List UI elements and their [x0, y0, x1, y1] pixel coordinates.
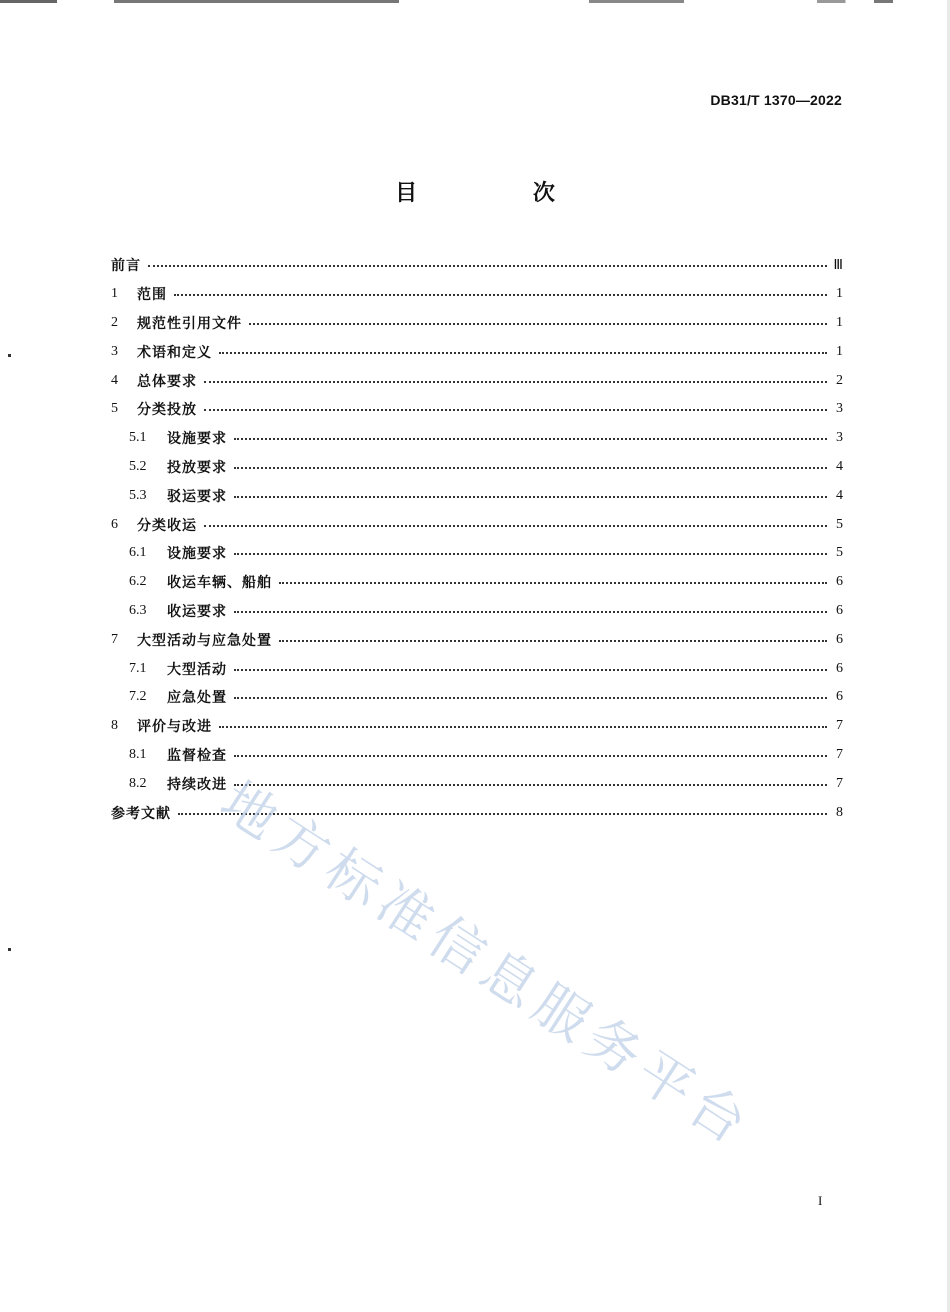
toc-number: 5.2 — [129, 458, 147, 474]
toc-page: 4 — [836, 458, 843, 474]
scan-top-edge — [0, 0, 950, 3]
toc-item-facility-requirements-5-1[interactable] — [111, 424, 843, 453]
toc-page: 7 — [836, 718, 843, 734]
toc-item-events-emergency[interactable] — [111, 625, 843, 654]
toc-item-terms-definitions[interactable] — [111, 337, 843, 366]
toc-item-collection-vehicles-vessels[interactable] — [111, 568, 843, 597]
scan-mark — [8, 354, 11, 357]
toc-item-facility-requirements-6-1[interactable] — [111, 539, 843, 568]
toc-item-general-requirements[interactable] — [111, 366, 843, 395]
toc-page: 6 — [836, 660, 843, 676]
toc-page: 7 — [836, 746, 843, 762]
toc-leader — [234, 697, 827, 699]
toc-item-foreword[interactable] — [111, 251, 843, 280]
toc-leader — [204, 525, 827, 527]
toc-number: 2 — [111, 314, 118, 330]
toc-number: 5.1 — [129, 430, 147, 446]
toc-leader — [234, 669, 827, 671]
toc-number: 7.1 — [129, 660, 147, 676]
toc-item-large-events[interactable] — [111, 654, 843, 683]
toc-number: 4 — [111, 372, 118, 388]
toc-label: 大型活动 — [167, 661, 227, 678]
toc-label: 分类收运 — [137, 517, 197, 534]
toc-leader — [219, 726, 827, 728]
toc-page: 6 — [836, 631, 843, 647]
toc-leader — [279, 582, 827, 584]
toc-label: 术语和定义 — [137, 344, 212, 361]
toc-label: 总体要求 — [137, 373, 197, 390]
toc-item-continuous-improvement[interactable] — [111, 769, 843, 798]
toc-number: 6.2 — [129, 574, 147, 590]
toc-number: 7.2 — [129, 689, 147, 705]
toc-number: 8 — [111, 718, 118, 734]
watermark: 地方标准信息服务平台 — [209, 769, 764, 1160]
toc-item-collection-requirements[interactable] — [111, 597, 843, 626]
toc-page: 3 — [836, 430, 843, 446]
toc-item-scope[interactable] — [111, 280, 843, 309]
toc-label: 驳运要求 — [167, 488, 227, 505]
toc-page: 8 — [836, 804, 843, 820]
toc-label: 大型活动与应急处置 — [137, 632, 272, 649]
toc-page: 6 — [836, 574, 843, 590]
toc-leader — [234, 755, 827, 757]
toc-number: 8.2 — [129, 775, 147, 791]
toc-item-classified-collection[interactable] — [111, 510, 843, 539]
toc-label: 应急处置 — [167, 690, 227, 707]
toc-number: 6.1 — [129, 545, 147, 561]
toc-label: 参考文献 — [111, 805, 171, 822]
toc-label: 规范性引用文件 — [137, 315, 242, 332]
toc-page: 6 — [836, 689, 843, 705]
toc-number: 6.3 — [129, 602, 147, 618]
toc-number: 1 — [111, 286, 118, 302]
toc-label: 收运车辆、船舶 — [167, 575, 272, 592]
toc-leader — [219, 352, 827, 354]
toc-leader — [234, 784, 827, 786]
toc-number: 7 — [111, 631, 118, 647]
toc-item-classified-disposal[interactable] — [111, 395, 843, 424]
toc-leader — [234, 553, 827, 555]
toc-leader — [148, 265, 827, 267]
scan-mark — [8, 948, 11, 951]
toc-label: 评价与改进 — [137, 719, 212, 736]
toc-number: 8.1 — [129, 746, 147, 762]
toc-label: 设施要求 — [167, 546, 227, 563]
toc-label: 监督检查 — [167, 747, 227, 764]
page-number: I — [818, 1193, 823, 1208]
toc-label: 设施要求 — [167, 431, 227, 448]
toc-leader — [249, 323, 827, 325]
toc-item-evaluation-improvement[interactable] — [111, 712, 843, 741]
toc-page: 3 — [836, 401, 843, 417]
toc-leader — [279, 640, 827, 642]
toc-label: 前言 — [111, 258, 141, 275]
toc-number: 5.3 — [129, 487, 147, 503]
toc-page: 5 — [836, 516, 843, 532]
toc-label: 投放要求 — [167, 459, 227, 476]
table-of-contents — [111, 251, 843, 827]
toc-leader — [174, 294, 827, 296]
toc-page: 6 — [836, 602, 843, 618]
toc-leader — [234, 496, 827, 498]
toc-page: Ⅲ — [833, 257, 843, 273]
toc-label: 收运要求 — [167, 603, 227, 620]
document-code: DB31/T 1370—2022 — [710, 92, 842, 108]
toc-label: 分类投放 — [137, 402, 197, 419]
toc-label: 范围 — [137, 287, 167, 304]
toc-leader — [234, 438, 827, 440]
toc-leader — [234, 611, 827, 613]
toc-number: 5 — [111, 401, 118, 417]
toc-page: 1 — [836, 343, 843, 359]
toc-number: 3 — [111, 343, 118, 359]
toc-item-emergency-response[interactable] — [111, 683, 843, 712]
toc-leader — [204, 381, 827, 383]
toc-page: 1 — [836, 286, 843, 302]
page-title: 目 次 — [395, 181, 609, 206]
toc-item-disposal-requirements[interactable] — [111, 453, 843, 482]
toc-leader — [234, 467, 827, 469]
toc-page: 2 — [836, 372, 843, 388]
toc-page: 7 — [836, 775, 843, 791]
toc-item-transfer-requirements[interactable] — [111, 481, 843, 510]
toc-item-normative-references[interactable] — [111, 309, 843, 338]
toc-leader — [204, 409, 827, 411]
toc-page: 4 — [836, 487, 843, 503]
toc-item-supervision-inspection[interactable] — [111, 741, 843, 770]
toc-number: 6 — [111, 516, 118, 532]
toc-page: 5 — [836, 545, 843, 561]
toc-page: 1 — [836, 314, 843, 330]
toc-label: 持续改进 — [167, 776, 227, 793]
